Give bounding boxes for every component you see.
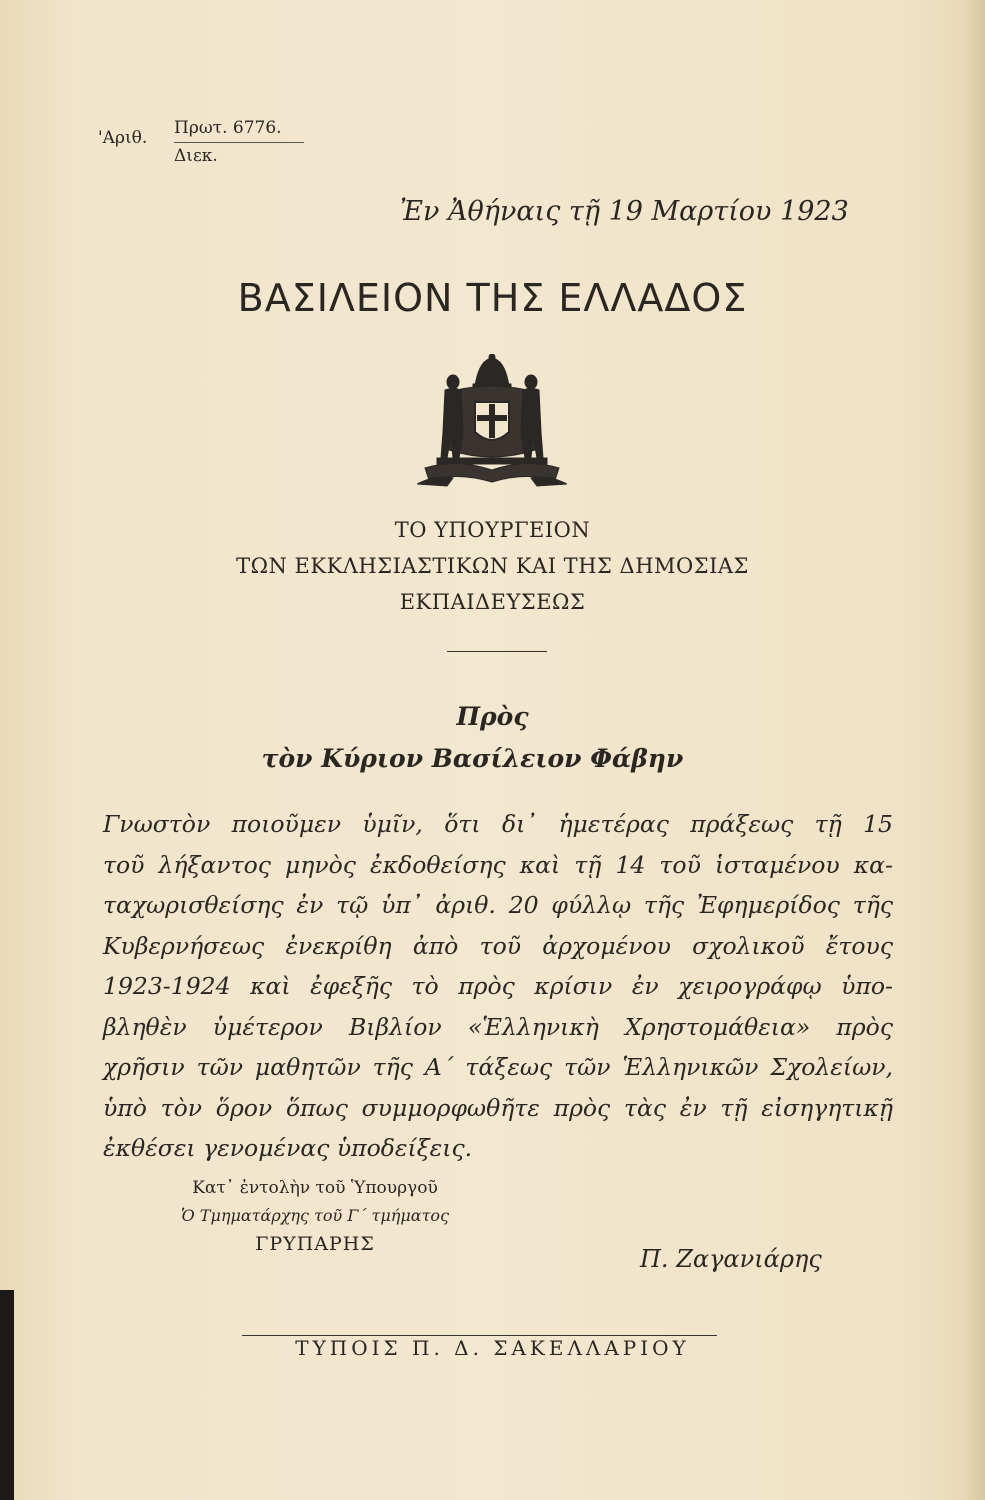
page-edge-shadow bbox=[963, 0, 985, 1500]
ministry-heading bbox=[0, 512, 985, 620]
recipient-prefix: Πρὸς bbox=[456, 702, 529, 731]
reference-arith: 'Αριθ. bbox=[98, 128, 148, 148]
body-line: 1923-1924 καὶ ἐφεξῆς τὸ πρὸς κρίσιν ἐν χειρογράφῳ ὑπο- bbox=[103, 972, 893, 1000]
reference-diek: Διεκ. bbox=[174, 146, 218, 166]
body-line: ἐκθέσει γενομένας ὑποδείξεις. bbox=[103, 1134, 473, 1162]
ministry-line-1: ΤΟ ΥΠΟΥΡΓΕΙΟΝ bbox=[394, 518, 591, 542]
document-date: Ἐν Ἀθήναις τῇ 19 Μαρτίου 1923 bbox=[400, 196, 849, 227]
body-line: ὑπὸ τὸν ὅρον ὅπως συμμορφωθῆτε πρὸς τὰς ἐν τῇ εἰσηγητικῇ bbox=[103, 1093, 893, 1122]
scan-edge-mark bbox=[0, 1290, 14, 1500]
body-line: ταχωρισθείσης ἐν τῷ ὑπ᾽ ἀριθ. 20 φύλλῳ τῆς Ἐφημερίδος τῆς bbox=[103, 891, 893, 919]
ministry-line-2: ΤΩΝ ΕΚΚΛΗΣΙΑΣΤΙΚΩΝ ΚΑΙ ΤΗΣ ΔΗΜΟΣΙΑΣ bbox=[236, 554, 749, 578]
body-line: τοῦ λήξαντος μηνὸς ἐκδοθείσης καὶ τῇ 14 τοῦ ἱσταμένου κα- bbox=[103, 850, 893, 879]
signature-mandate: Κατ᾽ ἐντολὴν τοῦ Ὑπουργοῦ bbox=[192, 1178, 438, 1198]
signature-name-right: Π. Ζαγανιάρης bbox=[640, 1245, 822, 1273]
signature-office: Ὁ Τμηματάρχης τοῦ Γ΄ τμήματος bbox=[180, 1206, 450, 1225]
reference-divider bbox=[174, 142, 304, 143]
body-line: Γνωστὸν ποιοῦμεν ὑμῖν, ὅτι δι᾽ ἡμετέρας πράξεως τῇ 15 bbox=[103, 810, 893, 838]
kingdom-heading: ΒΑΣΙΛΕΙΟΝ ΤΗΣ ΕΛΛΑΔΟΣ bbox=[237, 276, 748, 320]
royal-coat-of-arms-icon bbox=[417, 354, 567, 494]
body-line: βληθὲν ὑμέτερον Βιβλίον «Ἑλληνικὴ Χρηστομάθεια» πρὸς bbox=[103, 1012, 893, 1041]
signature-block-left bbox=[135, 1174, 495, 1258]
body-line: χρῆσιν τῶν μαθητῶν τῆς Α΄ τάξεως τῶν Ἑλληνικῶν Σχολείων, bbox=[103, 1053, 893, 1081]
printer-imprint: ΤΥΠΟΙΣ Π. Δ. ΣΑΚΕΛΛΑΡΙΟΥ bbox=[295, 1336, 690, 1360]
body-line: Κυβερνήσεως ἐνεκρίθη ἀπὸ τοῦ ἀρχομένου σχολικοῦ ἔτους bbox=[103, 931, 893, 960]
recipient-name: τὸν Κύριον Βασίλειον Φάβην bbox=[261, 744, 684, 773]
letter-body bbox=[103, 804, 893, 1169]
signature-name-left: ΓΡΥΠΑΡΗΣ bbox=[255, 1233, 375, 1255]
section-divider bbox=[447, 651, 547, 652]
ministry-line-3: ΕΚΠΑΙΔΕΥΣΕΩΣ bbox=[399, 590, 586, 614]
reference-protocol: Πρωτ. 6776. bbox=[174, 118, 282, 138]
